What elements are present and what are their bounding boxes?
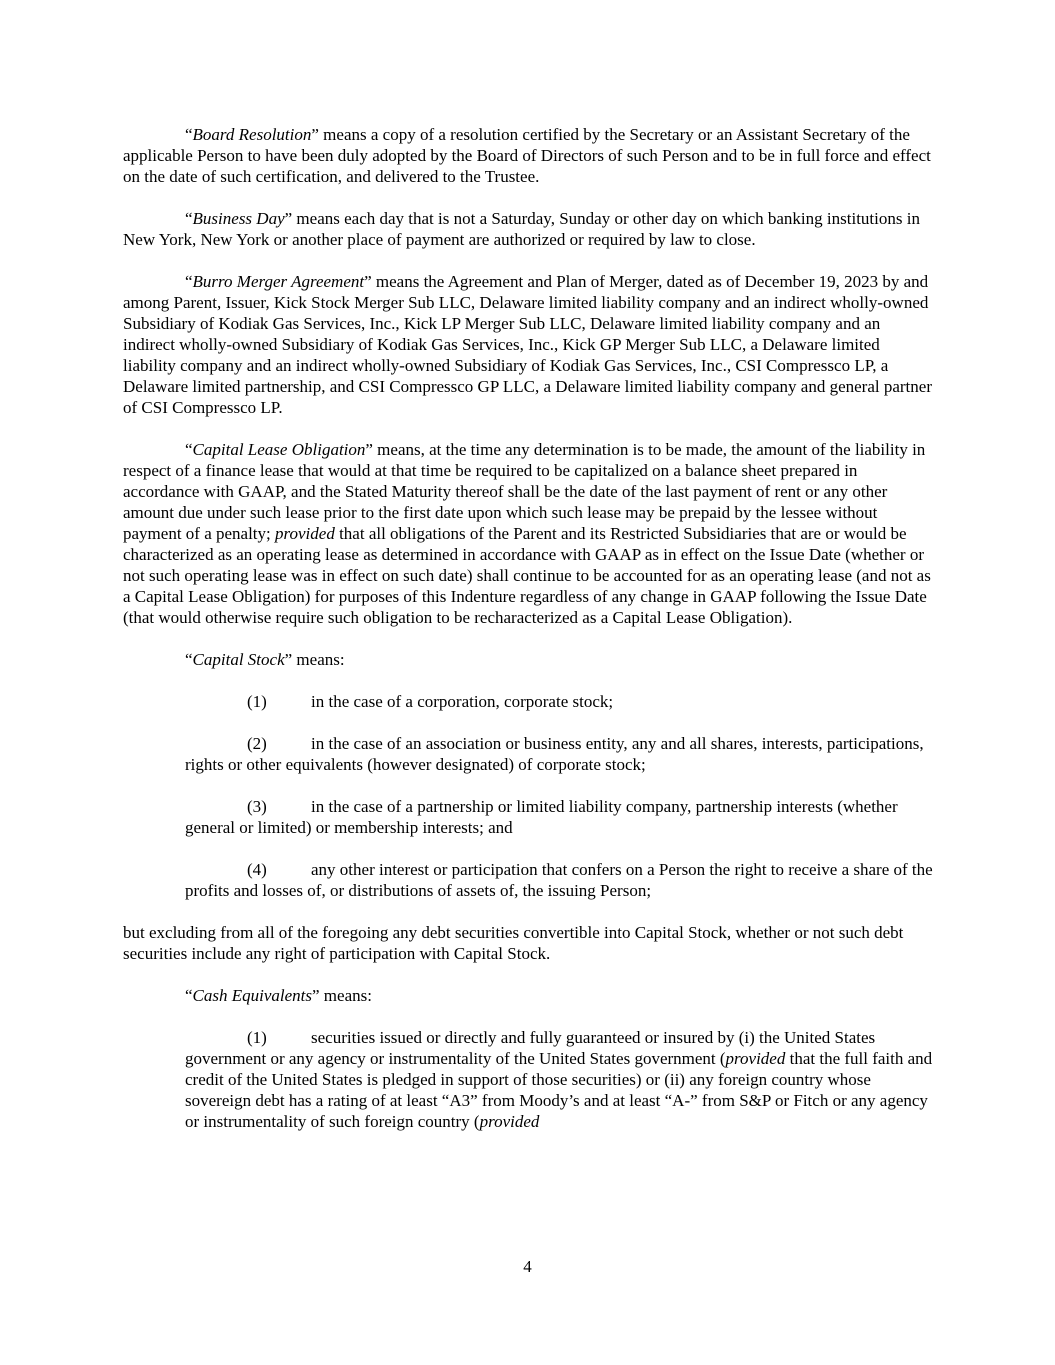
defined-term: provided [479, 1112, 540, 1131]
text-run: “ [185, 650, 193, 669]
list-item [185, 859, 936, 901]
list-item [185, 796, 936, 838]
text-run: ” means: [284, 650, 345, 669]
list-item [185, 733, 936, 775]
list-number: (1) [247, 692, 267, 711]
text-run: “ [185, 986, 193, 1005]
defined-term: provided [725, 1049, 786, 1068]
paragraph [123, 922, 936, 964]
defined-term: Capital Lease Obligation [192, 440, 366, 459]
page-number: 4 [523, 1257, 532, 1276]
paragraph [123, 208, 936, 250]
list-number: (1) [247, 1028, 267, 1047]
list-number: (4) [247, 860, 267, 879]
defined-term: Board Resolution [192, 125, 312, 144]
defined-term: Capital Stock [192, 650, 285, 669]
paragraph [123, 439, 936, 628]
text-run: ” means a copy of a resolution certified by the Secretary or an Assistant Secretary of the applicable Person to have been duly adopted by the Board of Directors of such Person and to be in full force and effect on the date of such certification, and delivered to the Trustee. [123, 125, 931, 186]
text-run: “ [185, 272, 193, 291]
text-run: ” means: [312, 986, 372, 1005]
paragraph [123, 985, 936, 1006]
text-run: that the full faith and credit of the United States is pledged in support of those securities) or (ii) any foreign country whose sovereign debt has a rating of at least “A3” from Moody’s and at least “A-” from S&P or Fitch or any agency or instrumentality of such foreign country ( [185, 1049, 933, 1131]
document-body [123, 124, 936, 1153]
text-run: any other interest or participation that confers on a Person the right to receive a share of the profits and losses of, or distributions of assets of, the issuing Person; [185, 860, 933, 900]
text-run: in the case of a partnership or limited liability company, partnership interests (whether general or limited) or membership interests; and [185, 797, 898, 837]
list-number: (3) [247, 797, 267, 816]
text-run: ” means the Agreement and Plan of Merger, dated as of December 19, 2023 by and among Parent, Issuer, Kick Stock Merger Sub LLC, Delaware limited liability company and an indirect wholly-owned Subsidiary of Kodiak Gas Services, Inc., Kick LP Merger Sub LLC, Delaware limited liability company and an indirect wholly-owned Subsidiary of Kodiak Gas Services, Inc., Kick GP Merger Sub LLC, a Delaware limited liability company and an indirect wholly-owned Subsidiary of Kodiak Gas Services, Inc., CSI Compressco LP, a Delaware limited partnership, and CSI Compressco GP LLC, a Delaware limited liability company and general partner of CSI Compressco LP. [123, 272, 932, 417]
list-item [185, 691, 936, 712]
paragraph [123, 271, 936, 418]
text-run: securities issued or directly and fully guaranteed or insured by (i) the United States government or any agency or instrumentality of the United States government ( [185, 1028, 876, 1068]
text-run: that all obligations of the Parent and its Restricted Subsidiaries that are or would be characterized as an operating lease as determined in accordance with GAAP as in effect on the Issue Date (whether or not such operating lease was in effect on such date) shall continue to be accounted for as an operating lease (and not as a Capital Lease Obligation) for purposes of this Indenture regardless of any change in GAAP following the Issue Date (that would otherwise require such obligation to be recharacterized as a Capital Lease Obligation). [123, 524, 931, 627]
defined-term: provided [275, 524, 335, 543]
list-number: (2) [247, 734, 267, 753]
text-run: “ [185, 209, 193, 228]
text-run: but excluding from all of the foregoing any debt securities convertible into Capital Stock, whether or not such debt securities include any right of participation with Capital Stock. [123, 923, 904, 963]
defined-term: Business Day [192, 209, 285, 228]
defined-term: Cash Equivalents [192, 986, 313, 1005]
text-run: in the case of a corporation, corporate stock; [311, 692, 614, 711]
text-run: ” means each day that is not a Saturday, Sunday or other day on which banking institutions in New York, New York or another place of payment are authorized or required by law to close. [123, 209, 920, 249]
text-run: ” means, at the time any determination is to be made, the amount of the liability in respect of a finance lease that would at that time be required to be capitalized on a balance sheet prepared in accordance with GAAP, and the Stated Maturity thereof shall be the date of the last payment of rent or any other amount due under such lease prior to the first date upon which such lease may be prepaid by the lessee without payment of a penalty; [123, 440, 926, 543]
paragraph [123, 649, 936, 670]
defined-term: Burro Merger Agreement [192, 272, 365, 291]
text-run: “ [185, 440, 193, 459]
text-run: “ [185, 125, 193, 144]
text-run: in the case of an association or business entity, any and all shares, interests, participations, rights or other equivalents (however designated) of corporate stock; [185, 734, 924, 774]
paragraph [123, 124, 936, 187]
list-item [185, 1027, 936, 1132]
